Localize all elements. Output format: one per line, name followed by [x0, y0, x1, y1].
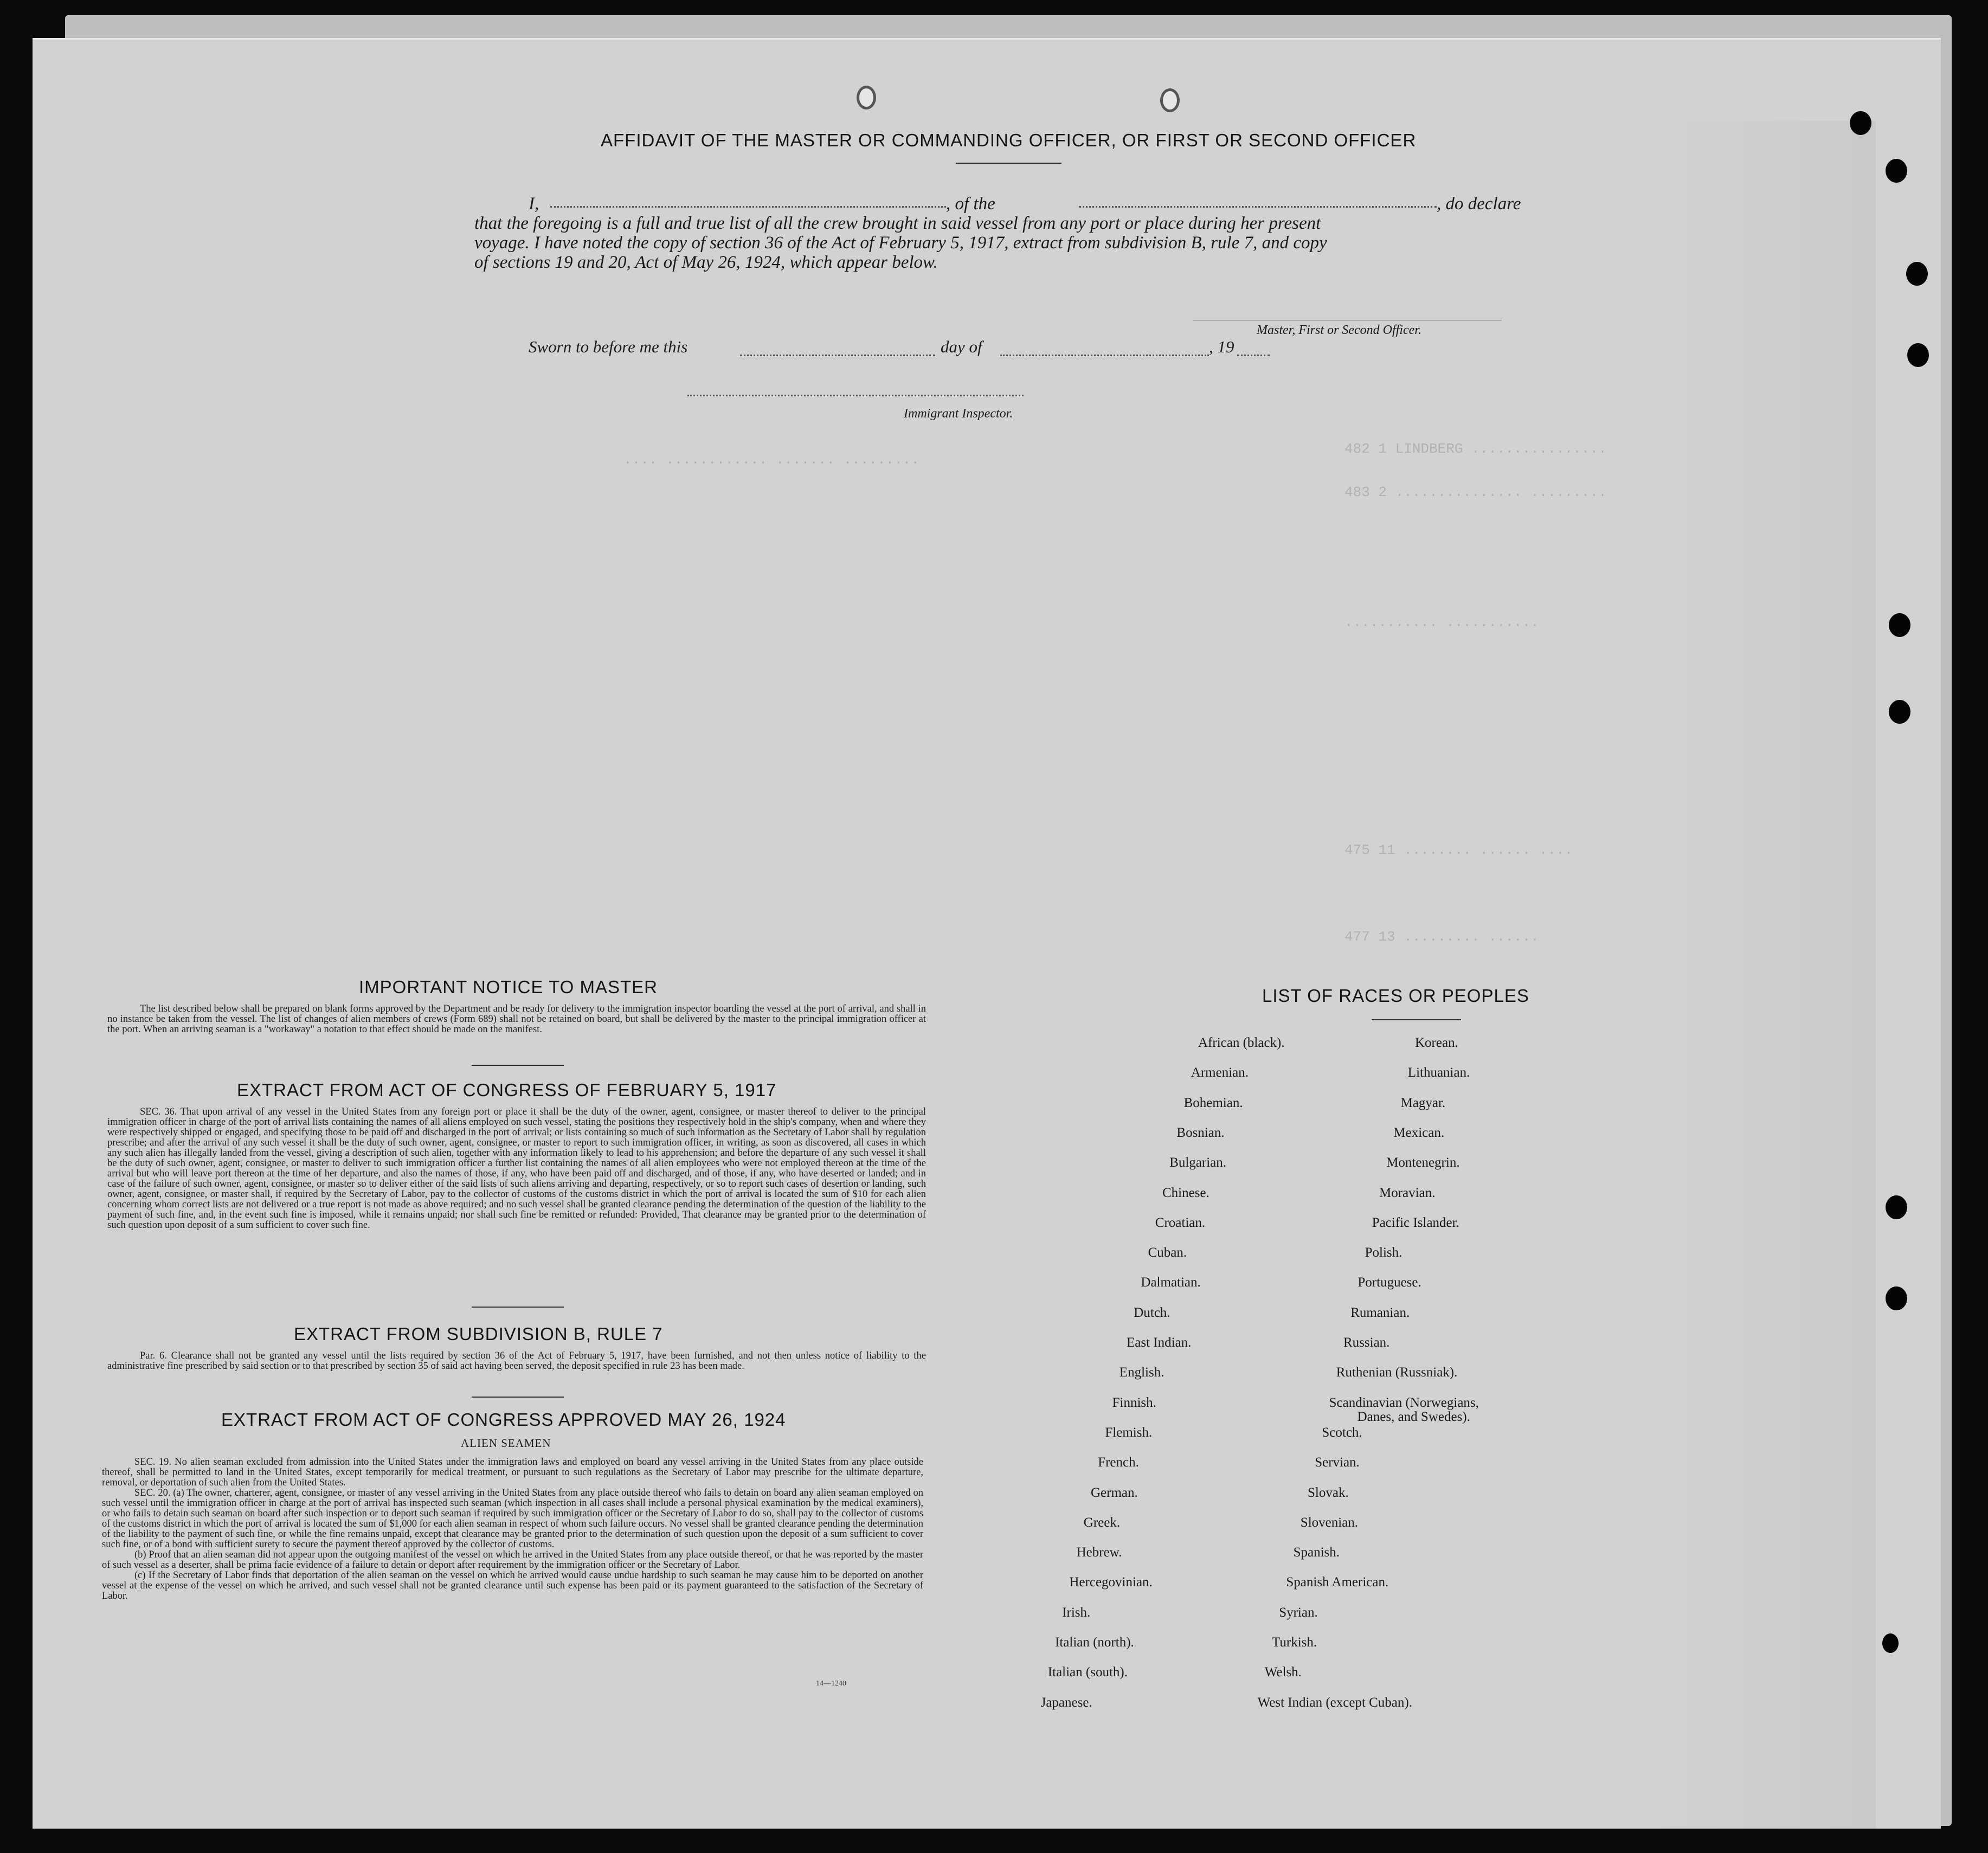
bleed-through-text: ........... ...........: [1344, 614, 1539, 630]
binder-hole: [1907, 343, 1929, 367]
binder-hole: [1886, 1195, 1907, 1219]
race-item: Croatian.: [1155, 1215, 1206, 1230]
binder-hole: [1889, 613, 1910, 637]
race-item: Armenian.: [1191, 1065, 1249, 1080]
master-label: Master, First or Second Officer.: [1257, 323, 1421, 337]
race-item: Russian.: [1343, 1335, 1390, 1350]
affidavit-declaration: [474, 194, 1537, 272]
race-item: Mexican.: [1393, 1125, 1445, 1140]
punch-hole-right: [1160, 88, 1180, 112]
race-item: English.: [1119, 1365, 1165, 1380]
race-item: Bosnian.: [1176, 1125, 1225, 1140]
declare-suffix: , do declare: [1437, 194, 1521, 214]
race-item: East Indian.: [1127, 1335, 1192, 1350]
declarant-name-field[interactable]: [550, 206, 946, 208]
race-item: Lithuanian.: [1407, 1065, 1470, 1080]
affidavit-title: AFFIDAVIT OF THE MASTER OR COMMANDING OFFICER, OR FIRST OR SECOND OFFICER: [601, 130, 1417, 150]
vessel-name-field[interactable]: [1079, 206, 1437, 208]
race-item: Dutch.: [1134, 1305, 1170, 1320]
race-item: Montenegrin.: [1386, 1155, 1460, 1170]
rule-7-title: EXTRACT FROM SUBDIVISION B, RULE 7: [294, 1324, 663, 1344]
race-item: Japanese.: [1040, 1695, 1092, 1710]
form-number: 14—1240: [816, 1680, 846, 1688]
race-item: Chinese.: [1162, 1185, 1209, 1200]
race-item: Servian.: [1315, 1455, 1360, 1470]
races-title: LIST OF RACES OR PEOPLES: [1262, 986, 1529, 1006]
bleed-through-text: 475 11 ........ ...... ....: [1344, 842, 1573, 858]
race-item: Irish.: [1062, 1605, 1091, 1620]
rule-7-text: Par. 6. Clearance shall not be granted any vessel until the lists required by section 36 of the Act of February 5, 1917, have been furnished, and not then unless notice of liability to the administrative fine prescribed by said section or to that prescribed by section 35 of said act having been served, the deposit specified in rule 23 has been made.: [107, 1350, 926, 1372]
sec-20b-text: (b) Proof that an alien seaman did not appear upon the outgoing manifest of the vessel on which he arrived in the United States from any place outside thereof, or that he was reported by the master of such vessel as a deserter, shall be prima facie evidence of a failure to detain or deport after requirement by the immigration officer or the Secretary of Labor.: [102, 1549, 923, 1571]
sec-20a-text: SEC. 20. (a) The owner, charterer, agent, consignee, or master of any vessel arriving in the United States from any place outside thereof who fails to detain on board any alien seaman employed on such vessel until the immigration officer in charge at the port of arrival has inspected such seaman (which inspection in all cases shall include a personal physical examination by the medical examiners), or who fails to detain such seaman on board after such inspection or to deport such seaman if required by such immigration officer or the Secretary of Labor to do so, shall pay to the collector of customs of the customs district in which the port of arrival is located the sum of $1,000 for each alien seaman in respect of whom such failure occurs. No vessel shall be granted clearance pending the determination of the liability to the payment of such fine, or while the fine remains unpaid, except that clearance may be granted prior to the determination of such question upon the deposit of a sum sufficient to cover such fine, or of a bond with sufficient surety to secure the payment thereof approved by the collector of customs.: [102, 1488, 923, 1550]
binder-hole: [1886, 159, 1907, 183]
race-item: Slovak.: [1308, 1485, 1349, 1500]
race-item: Dalmatian.: [1141, 1275, 1201, 1290]
race-item: Syrian.: [1279, 1605, 1318, 1620]
section-divider: [472, 1307, 564, 1308]
race-item: Cuban.: [1148, 1245, 1187, 1260]
race-item: Moravian.: [1379, 1185, 1436, 1200]
punch-hole-left: [857, 86, 876, 110]
declaration-line: voyage. I have noted the copy of section 36 of the Act of February 5, 1917, extract from subdivision B, rule 7, and copy: [474, 233, 1327, 253]
race-item: Polish.: [1365, 1245, 1402, 1260]
declaration-line: that the foregoing is a full and true list of all the crew brought in said vessel from any port or place during her present: [474, 214, 1321, 233]
inspector-label: Immigrant Inspector.: [904, 407, 1013, 421]
race-item: Pacific Islander.: [1372, 1215, 1459, 1230]
bleed-through-text: 483 2 ............... .........: [1344, 484, 1607, 500]
sec-19-text: SEC. 19. No alien seaman excluded from admission into the United States under the immigration laws and employed on board any vessel arriving in the United States from any place outside thereof, shall be permitted to land in the United States, except temporarily for medical treatment, or pursuant to such regulations as the Secretary of Labor may prescribe for the ultimate departure, removal, or deportation of such alien from the United States.: [102, 1457, 923, 1488]
section-divider: [472, 1397, 564, 1398]
sworn-year-field[interactable]: [1237, 355, 1270, 356]
race-item: Italian (south).: [1047, 1665, 1128, 1680]
race-item: Magyar.: [1400, 1095, 1446, 1110]
race-item: Ruthenian (Russniak).: [1336, 1365, 1458, 1380]
race-item: Spanish American.: [1286, 1575, 1389, 1590]
binder-hole: [1850, 111, 1871, 135]
race-item: Scotch.: [1322, 1425, 1362, 1440]
race-item: Portuguese.: [1357, 1275, 1421, 1290]
sworn-dayof-text: day of: [941, 337, 982, 356]
page-shading: [1648, 121, 1876, 1829]
race-item: Flemish.: [1105, 1425, 1153, 1440]
bleed-through-text: 482 1 LINDBERG ................: [1344, 441, 1607, 457]
act-1924-subtitle: ALIEN SEAMEN: [461, 1437, 551, 1450]
race-item: Welsh.: [1264, 1665, 1302, 1680]
notice-text: The list described below shall be prepared on blank forms approved by the Department and be ready for delivery to the immigration inspector boarding the vessel at the port of arrival, and shall in no instance be taken from the vessel. The list of changes of alien members of crews (Form 689) shall not be retained on board, but shall be delivered by the master to the principal immigration officer at the port. When an arriving seaman is a "workaway" a notation to that effect should be made on the manifest.: [107, 1003, 926, 1035]
binder-hole: [1886, 1286, 1907, 1310]
vessel-prefix: , of the: [946, 194, 995, 214]
race-item: Turkish.: [1272, 1635, 1317, 1650]
race-item: Bulgarian.: [1169, 1155, 1227, 1170]
race-item: Italian (north).: [1055, 1635, 1134, 1650]
race-item: Greek.: [1083, 1515, 1121, 1530]
race-item: Hercegovinian.: [1069, 1575, 1153, 1590]
declarant-prefix: I,: [529, 194, 539, 214]
race-item: Finnish.: [1112, 1395, 1156, 1410]
bleed-through-text: .... ............ ....... .........: [623, 452, 920, 468]
inspector-signature-line[interactable]: [687, 395, 1024, 396]
races-underline: [1372, 1019, 1461, 1020]
act-1924-body: [102, 1457, 923, 1601]
sec-20c-text: (c) If the Secretary of Labor finds that deportation of the alien seaman on the vessel on which he arrived would cause undue hardship to such seaman he may cause him to be deported on another vessel at the expense of the vessel on which he arrived, and such vessel shall not be granted clearance until such expense has been paid or its payment guaranteed to the satisfaction of the Secretary of Labor.: [102, 1570, 923, 1601]
race-item: Spanish.: [1293, 1545, 1340, 1560]
notice-title: IMPORTANT NOTICE TO MASTER: [359, 977, 658, 997]
binder-hole: [1889, 700, 1910, 724]
act-1917-title: EXTRACT FROM ACT OF CONGRESS OF FEBRUARY 5, 1917: [237, 1080, 777, 1100]
race-item: Rumanian.: [1350, 1305, 1410, 1320]
declaration-line: of sections 19 and 20, Act of May 26, 1924, which appear below.: [474, 253, 938, 272]
race-item: French.: [1098, 1455, 1139, 1470]
bleed-through-text: 477 13 ......... ......: [1344, 929, 1539, 945]
section-divider: [472, 1065, 564, 1066]
race-item: Scandinavian (Norwegians,: [1329, 1395, 1479, 1410]
binder-hole: [1882, 1633, 1899, 1653]
race-item: African (black).: [1198, 1035, 1285, 1050]
title-underline: [956, 163, 1061, 164]
sworn-text: Sworn to before me this: [529, 337, 688, 356]
race-item: Slovenian.: [1300, 1515, 1359, 1530]
race-item: Danes, and Swedes).: [1357, 1409, 1470, 1424]
sworn-month-field[interactable]: [1000, 355, 1209, 356]
race-item: German.: [1091, 1485, 1138, 1500]
act-1917-text: SEC. 36. That upon arrival of any vessel in the United States from any foreign port or place it shall be the duty of the owner, agent, consignee, or master thereof to deliver to the principal immigration officer in charge of the port of arrival lists containing the names of all aliens employed on such vessel, stating the positions they respectively hold in the ship's company, when and where they were respectively shipped or engaged, and specifying those to be paid off and discharged in the port of arrival; or lists containing so much of such information as the Secretary of Labor shall by regulation prescribe; and after the arrival of any such vessel it shall be the duty of such owner, agent, consignee, or master to report to such immigration officer, in writing, as soon as discovered, all cases in which any such alien has illegally landed from the vessel, giving a description of such alien, together with any information likely to lead to his apprehension; and before the departure of any such vessel it shall be the duty of such owner, agent, consignee, or master to deliver to such immigration officer a further list containing the names of all alien employees who were not employed thereon at the time of the arrival but who will leave port thereon at the time of her departure, and also the names of those, if any, who have been paid off and discharged, and of those, if any, who have deserted or landed; and in case of the failure of such owner, agent, consignee, or master so to deliver either of the said lists of such aliens arriving and departing, respectively, or so to report such cases of desertion or landing, such owner, agent, consignee, or master shall, if required by the Secretary of Labor, pay to the collector of customs of the customs district in which the port of arrival is located the sum of $10 for each alien concerning whom correct lists are not delivered or a true report is not made as above required; and no such vessel shall be granted clearance pending the determination of the question of the liability to the payment of such fine, and, in the event such fine is imposed, while it remains unpaid; nor shall such fine be remitted or refunded: Provided, That clearance may be granted prior to the determination of such question upon deposit of a sum sufficient to cover such fine.: [107, 1106, 926, 1231]
race-item: Korean.: [1415, 1035, 1458, 1050]
race-item: Hebrew.: [1076, 1545, 1122, 1560]
binder-hole: [1906, 262, 1928, 286]
sworn-year-text: , 19: [1209, 337, 1234, 356]
act-1924-title: EXTRACT FROM ACT OF CONGRESS APPROVED MAY 26, 1924: [221, 1410, 786, 1430]
sworn-day-field[interactable]: [740, 355, 935, 356]
race-item: Bohemian.: [1183, 1095, 1243, 1110]
race-item: West Indian (except Cuban).: [1257, 1695, 1412, 1710]
